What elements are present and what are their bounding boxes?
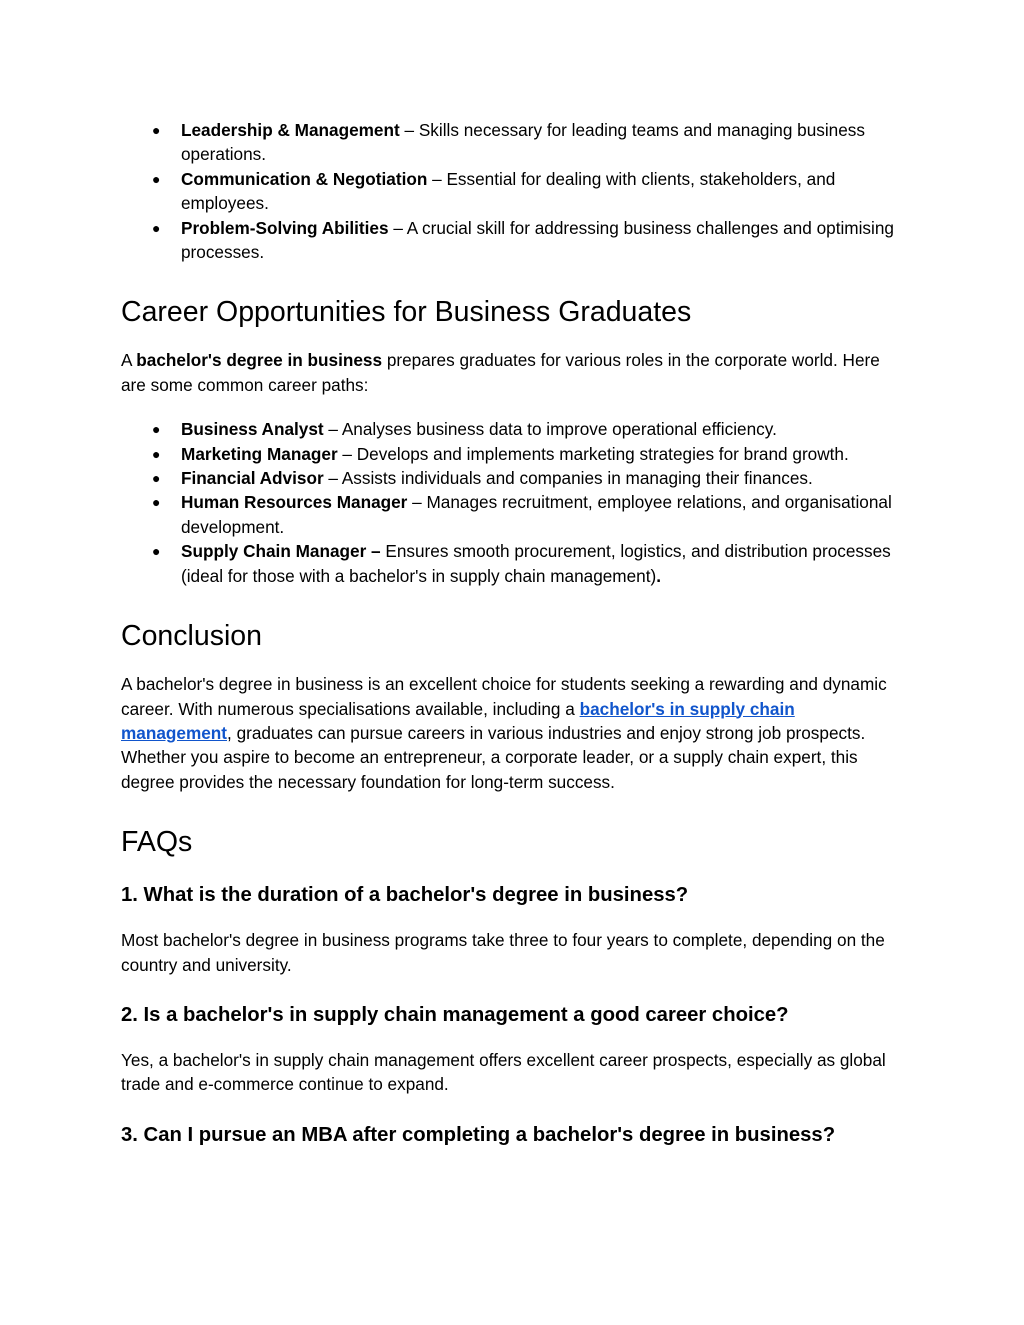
list-item-desc: Ensures smooth procurement, logistics, and distribution processes (ideal for those with a bachelor's in supply chain management)	[181, 541, 891, 586]
section-heading-conclusion: Conclusion	[121, 620, 262, 653]
supply-chain-link[interactable]: bachelor's in supply chain management	[121, 698, 795, 743]
list-item-desc: – A crucial skill for addressing business challenges and optimising processes.	[181, 217, 894, 263]
bullet-icon: ●	[152, 494, 161, 511]
section-heading-faqs: FAQs	[121, 826, 193, 859]
faq-question: 1. What is the duration of a bachelor's degree in business?	[121, 884, 689, 907]
bullet-icon: ●	[152, 543, 161, 560]
section-heading-careers: Career Opportunities for Business Graduates	[121, 296, 692, 329]
conclusion-text-pre: A bachelor's degree in business is an excellent choice for students seeking a rewarding and dynamic career. With numerous specialisations available, including a	[121, 674, 887, 719]
bullet-icon: ●	[152, 470, 161, 487]
list-item-term: Business Analyst	[181, 419, 324, 440]
faq-question: 3. Can I pursue an MBA after completing a bachelor's degree in business?	[121, 1123, 836, 1146]
bullet-icon: ●	[152, 445, 161, 462]
faq-answer: Most bachelor's degree in business programs take three to four years to complete, depending on the country and university.	[121, 930, 885, 975]
list-item	[121, 539, 901, 588]
list-item-term: Communication & Negotiation	[181, 168, 428, 189]
list-item	[121, 417, 901, 441]
bullet-icon: ●	[152, 219, 161, 236]
document-page	[121, 118, 901, 1148]
list-item	[121, 118, 901, 167]
list-item-desc: – Skills necessary for leading teams and managing business operations.	[181, 120, 865, 165]
list-item-desc: – Analyses business data to improve operational efficiency.	[323, 419, 777, 440]
list-item	[121, 167, 901, 216]
intro-text-bold: bachelor's degree in business	[136, 350, 383, 371]
list-item-term: Marketing Manager	[181, 443, 338, 464]
list-item-term: Problem-Solving Abilities	[181, 217, 389, 238]
faq-answer: Yes, a bachelor's in supply chain management offers excellent career prospects, especially as global trade and e-commerce continue to expand.	[121, 1049, 886, 1095]
list-item	[121, 490, 901, 539]
list-item	[121, 442, 901, 466]
list-item-term: Human Resources Manager	[181, 492, 408, 513]
intro-text-post: prepares graduates for various roles in the corporate world. Here are some common career paths:	[121, 350, 880, 395]
bullet-icon: ●	[152, 170, 161, 187]
list-item-term: Supply Chain Manager –	[181, 541, 381, 562]
conclusion-paragraph	[121, 672, 901, 794]
list-item-tail: .	[656, 565, 662, 586]
intro-text-pre: A	[121, 350, 137, 371]
list-item-desc: – Essential for dealing with clients, stakeholders, and employees.	[181, 168, 836, 214]
faq-question: 2. Is a bachelor's in supply chain management a good career choice?	[121, 1003, 789, 1026]
list-item-term: Financial Advisor	[181, 468, 324, 489]
careers-list	[121, 417, 901, 588]
bullet-icon: ●	[152, 421, 161, 438]
bullet-icon: ●	[152, 122, 161, 138]
skills-list	[121, 118, 901, 264]
list-item-desc: – Manages recruitment, employee relations, and organisational development.	[181, 492, 892, 537]
list-item-term: Leadership & Management	[181, 120, 400, 140]
list-item-desc: – Assists individuals and companies in managing their finances.	[323, 468, 813, 489]
conclusion-text-post: , graduates can pursue careers in various industries and enjoy strong job prospects. Whether you aspire to become an entrepreneur, a corporate leader, or a supply chain expert, this degree provides the necessary foundation for long-term success.	[121, 722, 866, 792]
careers-intro	[121, 348, 901, 397]
list-item	[121, 216, 901, 265]
list-item	[121, 466, 901, 490]
list-item-desc: – Develops and implements marketing strategies for brand growth.	[337, 443, 849, 464]
